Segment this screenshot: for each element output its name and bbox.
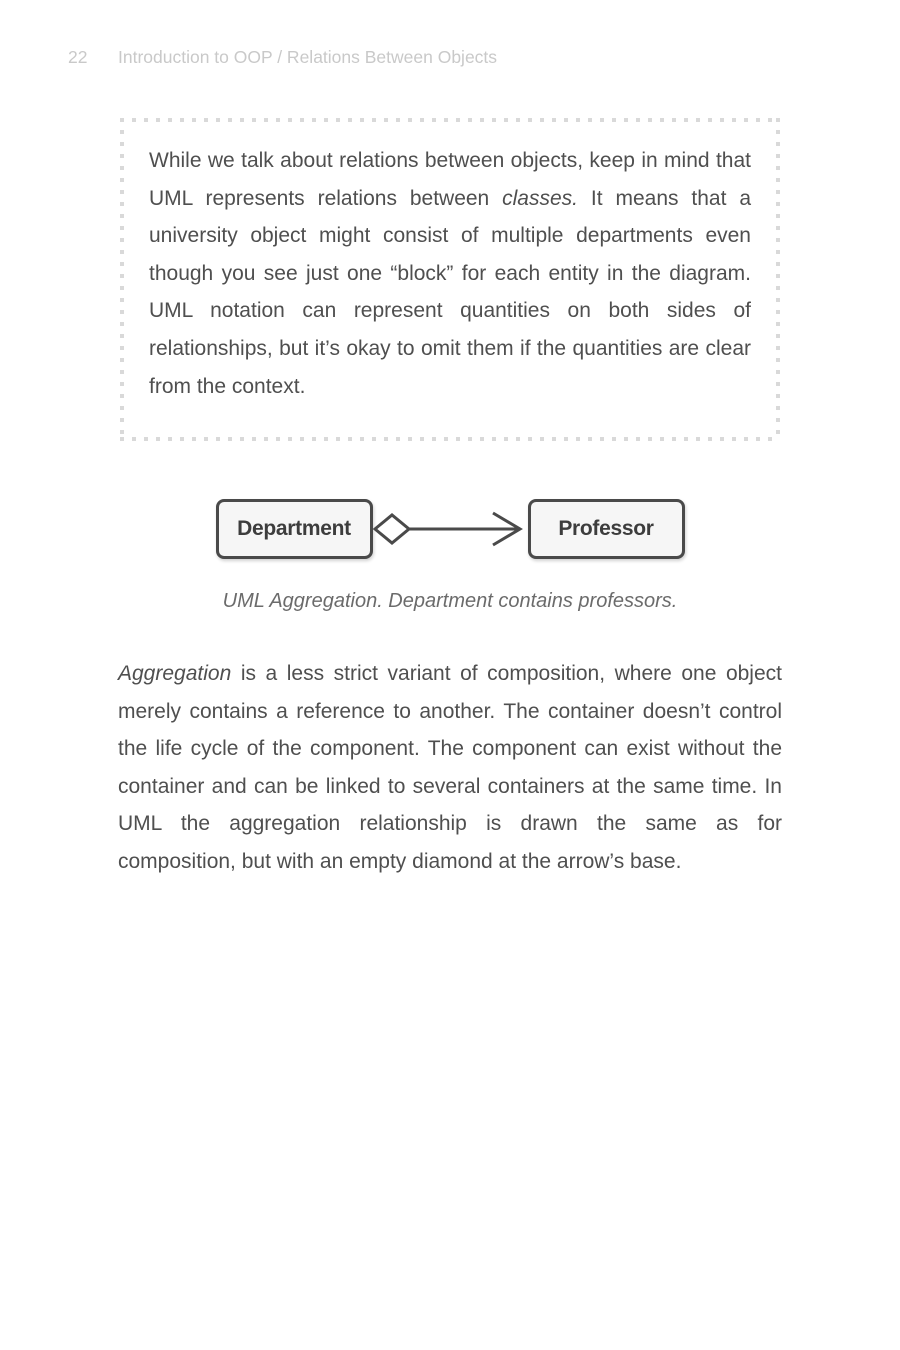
aggregation-connector-icon [373,497,528,561]
callout-text-part2: It means that a university object might consist of multiple departments even though you see just one “block” for each entity in the diagram. UML notation can represent quantities on both sides of relationships, but it’s okay to omit them if the quantities are clear from the context. [149,186,751,398]
uml-class-professor [528,499,685,559]
uml-class-department [216,499,373,559]
diagram-caption: UML Aggregation. Department contains professors. [222,590,678,612]
callout-text-part1: While we talk about relations between objects, keep in mind that UML represents relations between [149,149,751,210]
paragraph-emphasis: Aggregation [118,662,232,685]
page-number: 22 [68,47,88,67]
empty-diamond-icon [375,515,409,543]
page-header [0,47,900,71]
diagram-row [0,497,900,561]
header-title: Introduction to OOP / Relations Between Objects [118,47,498,67]
class-name-label: Department [237,517,351,540]
callout-text [149,142,751,405]
callout-box [120,118,780,441]
callout-emphasis: classes. [502,186,578,210]
class-name-label: Professor [558,517,654,540]
body-paragraph [118,655,782,881]
uml-diagram [0,497,900,612]
paragraph-text: is a less strict variant of composition, where one object merely contains a reference to another. The container doesn’t control the life cycle of the component. The component can exist without the container and can be linked to several containers at the same time. In UML the aggregation relationship is drawn the same as for composition, but with an empty diamond at the arrow’s base. [118,662,782,873]
